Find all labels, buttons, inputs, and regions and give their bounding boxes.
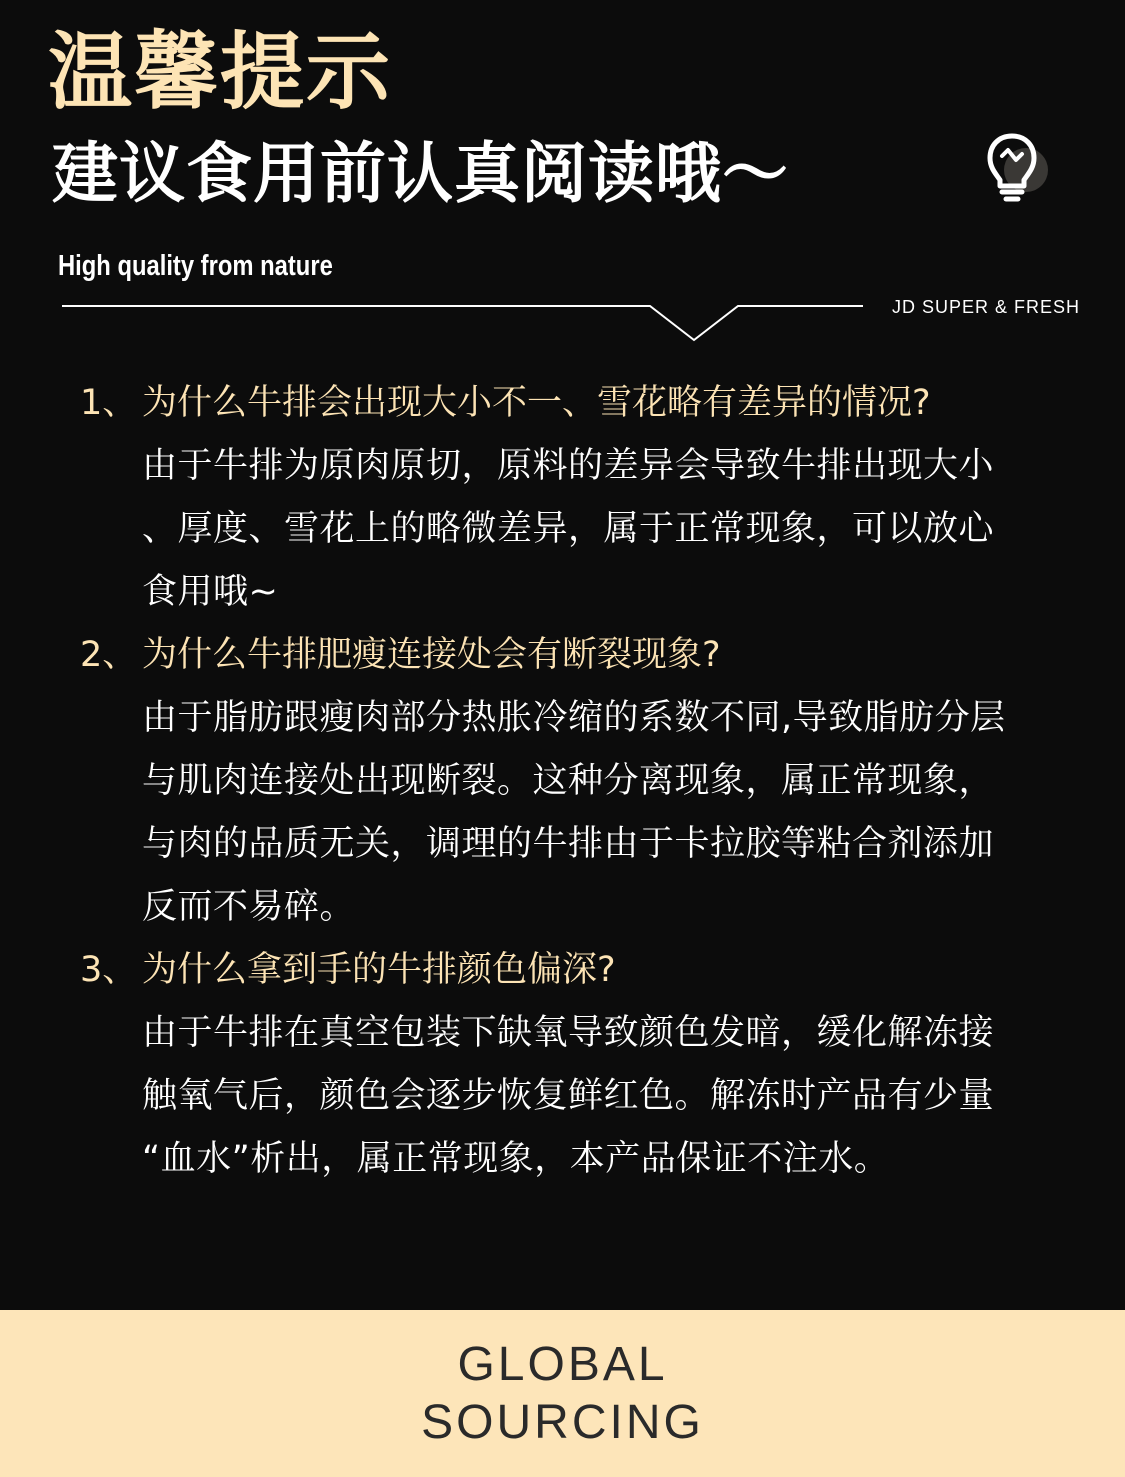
lightbulb-icon <box>982 128 1054 208</box>
faq-answer-line: 食用哦~ <box>142 572 279 612</box>
footer-line-1: GLOBAL <box>457 1338 668 1391</box>
faq-question <box>80 624 1080 687</box>
faq-question-text: 为什么牛排会出现大小不一、雪花略有差异的情况? <box>142 383 931 423</box>
faq-answer-line: 由于脂肪跟瘦肉部分热胀冷缩的系数不同,导致脂肪分层 <box>142 698 1006 738</box>
faq-question-text: 为什么拿到手的牛排颜色偏深? <box>142 950 616 990</box>
footer-line-2: SOURCING <box>421 1396 704 1449</box>
faq-answer-line: 、厚度、雪花上的略微差异，属于正常现象，可以放心 <box>142 509 995 549</box>
faq-item <box>80 939 1080 1191</box>
divider-chevron <box>60 290 870 350</box>
tagline: High quality from nature <box>58 250 333 282</box>
faq-number: 2、 <box>80 635 138 675</box>
page-subtitle: 建议食用前认真阅读哦～ <box>52 135 789 212</box>
faq-question <box>80 939 1080 1002</box>
faq-answer <box>142 1002 1080 1191</box>
faq-item <box>80 372 1080 624</box>
faq-answer <box>142 435 1080 624</box>
page-title: 温馨提示 <box>48 23 393 121</box>
faq-answer <box>142 687 1080 939</box>
faq-answer-line: 由于牛排为原肉原切，原料的差异会导致牛排出现大小 <box>142 446 995 486</box>
faq-number: 3、 <box>80 950 138 990</box>
brand-label: JD SUPER & FRESH <box>892 297 1081 317</box>
faq-answer-line: 与肌肉连接处出现断裂。这种分离现象，属正常现象， <box>142 761 995 801</box>
footer-banner <box>0 1310 1125 1477</box>
faq-answer-line: 由于牛排在真空包装下缺氧导致颜色发暗，缓化解冻接 <box>142 1013 995 1053</box>
faq-item <box>80 624 1080 939</box>
faq-list <box>80 372 1080 1191</box>
faq-number: 1、 <box>80 383 138 423</box>
faq-question <box>80 372 1080 435</box>
faq-answer-line: 与肉的品质无关，调理的牛排由于卡拉胶等粘合剂添加 <box>142 824 995 864</box>
faq-answer-line: 触氧气后，颜色会逐步恢复鲜红色。解冻时产品有少量 <box>142 1076 995 1116</box>
faq-answer-line: 反而不易碎。 <box>142 887 356 927</box>
faq-question-text: 为什么牛排肥瘦连接处会有断裂现象? <box>142 635 721 675</box>
faq-answer-line: “血水”析出，属正常现象，本产品保证不注水。 <box>142 1139 890 1179</box>
